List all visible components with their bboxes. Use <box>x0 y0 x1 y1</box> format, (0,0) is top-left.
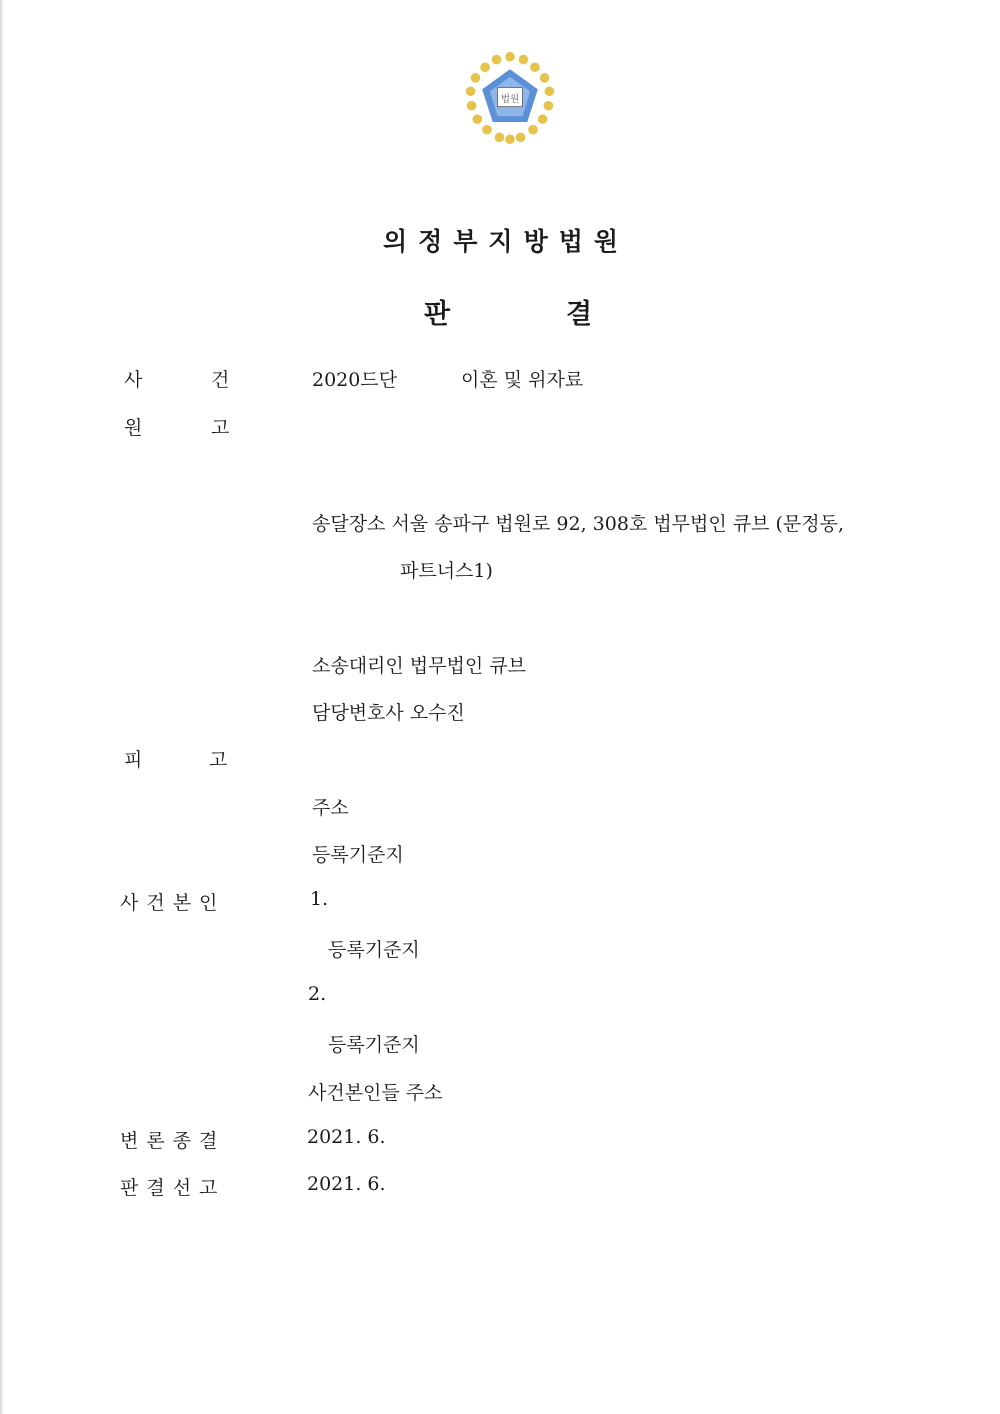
plaintiff-label-a: 원 <box>124 417 143 439</box>
court-name: 의정부지방법원 <box>382 227 630 256</box>
emblem-label: 법원 <box>500 93 520 105</box>
principals-address: 사건본인들 주소 <box>308 1082 443 1104</box>
principal-1-registry: 등록기준지 <box>328 939 420 961</box>
plaintiff-attorney: 담당변호사 오수진 <box>312 702 465 724</box>
closing-label: 변론종결 <box>120 1130 226 1152</box>
case-label-a: 사 <box>124 369 143 391</box>
defendant-label-b: 고 <box>209 749 228 771</box>
principals-label: 사건본인 <box>120 892 226 914</box>
defendant-address: 주소 <box>312 797 349 819</box>
document-title-right: 결 <box>566 299 593 330</box>
sentencing-date: 2021. 6. <box>307 1173 386 1195</box>
document-title-left: 판 <box>424 299 451 330</box>
plaintiff-service-address-line1: 송달장소 서울 송파구 법원로 92, 308호 법무법인 큐브 (문정동, <box>312 513 845 535</box>
defendant-label-a: 피 <box>124 749 143 771</box>
plaintiff-label-b: 고 <box>211 417 230 439</box>
defendant-registry: 등록기준지 <box>312 844 404 866</box>
case-label-b: 건 <box>211 369 230 391</box>
plaintiff-counsel: 소송대리인 법무법인 큐브 <box>312 655 526 677</box>
sentencing-label: 판결선고 <box>120 1177 226 1199</box>
court-emblem <box>462 50 558 146</box>
principal-1-number: 1. <box>310 888 329 910</box>
principal-2-number: 2. <box>308 983 327 1005</box>
scan-edge <box>0 0 4 1414</box>
case-name: 이혼 및 위자료 <box>461 369 584 391</box>
closing-date: 2021. 6. <box>307 1126 386 1148</box>
plaintiff-service-address-line2: 파트너스1) <box>400 560 493 582</box>
case-number: 2020드단 <box>312 369 398 391</box>
principal-2-registry: 등록기준지 <box>328 1034 420 1056</box>
